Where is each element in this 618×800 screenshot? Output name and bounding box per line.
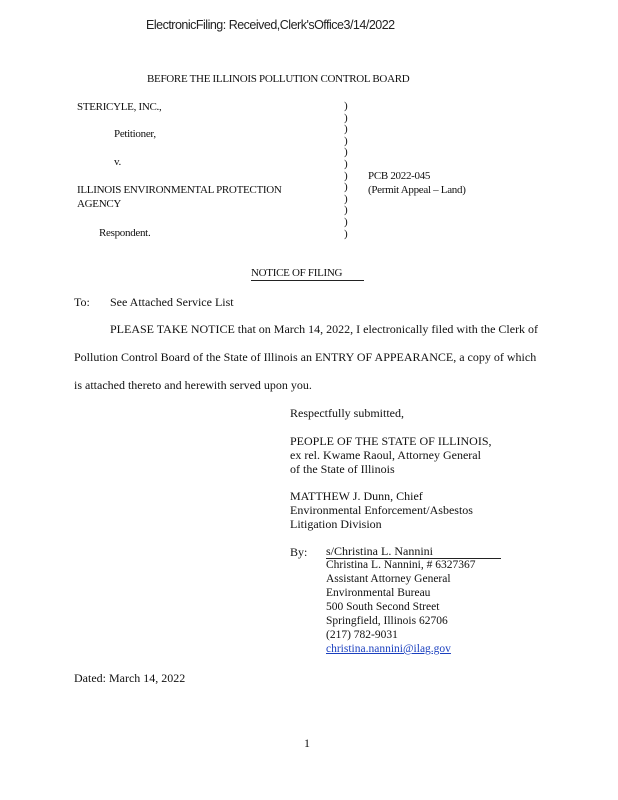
chief-line3: Litigation Division [290, 517, 382, 531]
versus-label: v. [114, 156, 121, 168]
attorney-title: Assistant Attorney General [326, 573, 451, 585]
caption-bracket: ) ) ) ) ) ) ) ) ) ) ) ) [344, 100, 348, 240]
respondent-name-line1: ILLINOIS ENVIRONMENTAL PROTECTION [77, 184, 282, 196]
respondent-name-line2: AGENCY [77, 198, 122, 210]
filing-stamp: ElectronicFiling: Received,Clerk'sOffice3/14/2022 [146, 18, 395, 32]
people-line3: of the State of Illinois [290, 462, 395, 476]
respondent-role: Respondent. [99, 227, 151, 239]
address-line2: Springfield, Illinois 62706 [326, 615, 448, 627]
notice-body-line3: is attached thereto and herewith served upon you. [74, 378, 312, 392]
bureau: Environmental Bureau [326, 587, 431, 599]
case-number: PCB 2022-045 [368, 170, 431, 182]
by-label: By: [290, 545, 308, 559]
chief-line2: Environmental Enforcement/Asbestos [290, 503, 473, 517]
to-label: To: [74, 295, 90, 309]
notice-title: NOTICE OF FILING [251, 267, 364, 281]
attorney-name: Christina L. Nannini, # 6327367 [326, 559, 476, 571]
case-type: (Permit Appeal – Land) [368, 184, 466, 196]
petitioner-name: STERICYLE, INC., [77, 101, 162, 113]
email-link-wrap [326, 643, 451, 655]
address-line1: 500 South Second Street [326, 601, 440, 613]
page-number: 1 [304, 736, 310, 750]
petitioner-role: Petitioner, [114, 128, 156, 140]
email-link[interactable]: christina.nannini@ilag.gov [326, 643, 451, 655]
board-heading: BEFORE THE ILLINOIS POLLUTION CONTROL BOARD [147, 73, 410, 85]
to-value: See Attached Service List [110, 295, 234, 309]
people-line1: PEOPLE OF THE STATE OF ILLINOIS, [290, 434, 492, 448]
people-line2: ex rel. Kwame Raoul, Attorney General [290, 448, 481, 462]
dated-line: Dated: March 14, 2022 [74, 671, 186, 685]
notice-body-line2: Pollution Control Board of the State of Illinois an ENTRY OF APPEARANCE, a copy of which [74, 350, 537, 364]
notice-body-line1: PLEASE TAKE NOTICE that on March 14, 2022, I electronically filed with the Clerk of [110, 322, 539, 336]
closing: Respectfully submitted, [290, 406, 404, 420]
chief-line1: MATTHEW J. Dunn, Chief [290, 489, 423, 503]
signer-name: s/Christina L. Nannini [326, 544, 433, 558]
signature-line [326, 545, 501, 559]
phone: (217) 782-9031 [326, 629, 398, 641]
